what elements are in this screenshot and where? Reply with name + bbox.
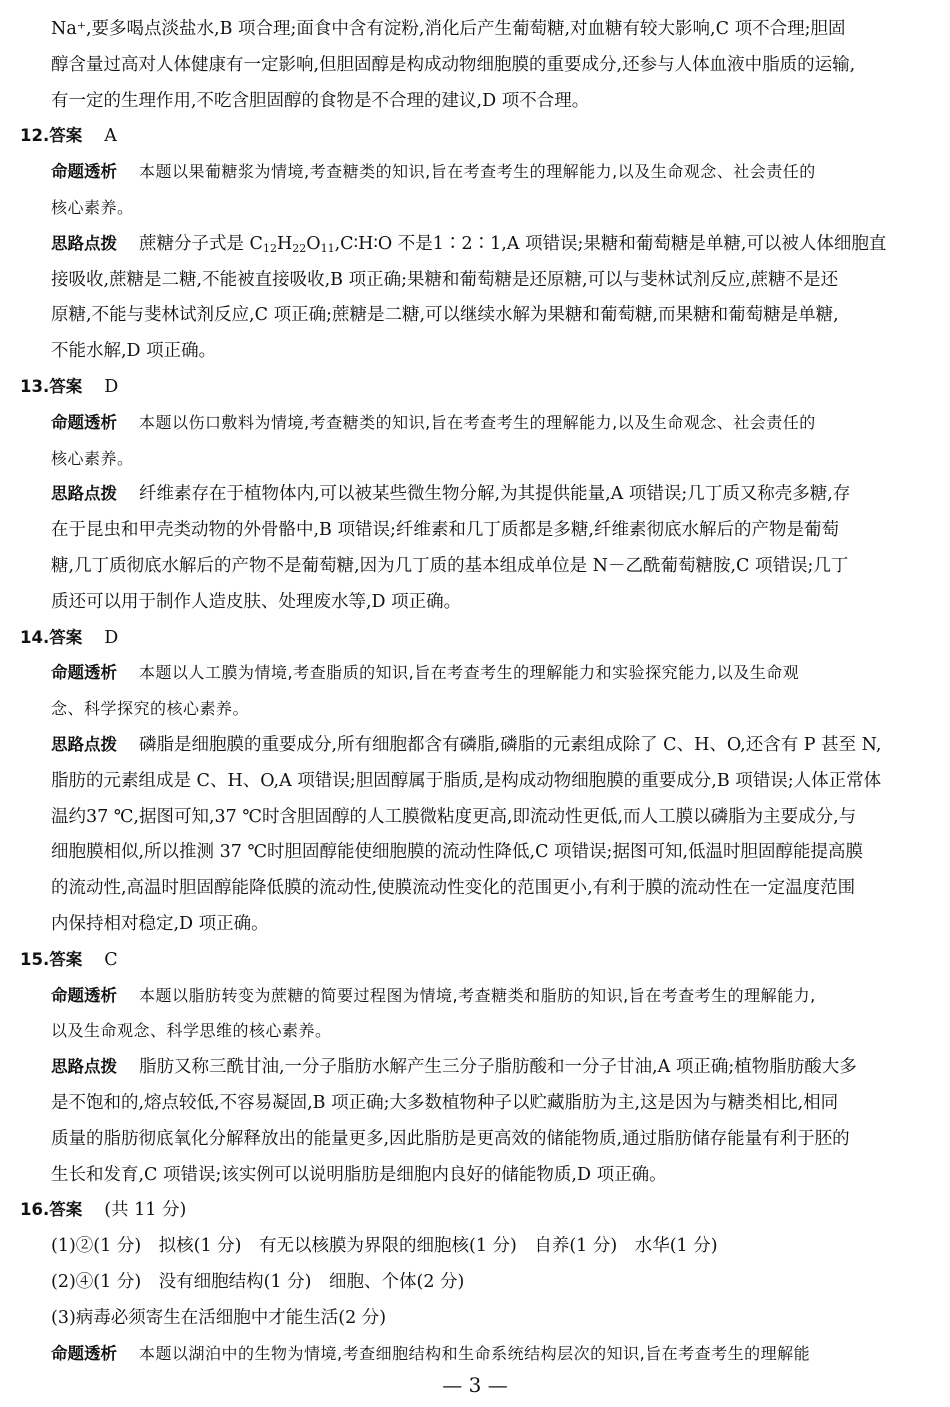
section-label: 命题透析 [51, 162, 117, 182]
text-line [51, 1269, 931, 1295]
text-line [51, 660, 931, 686]
text-line [51, 1126, 931, 1152]
line-text: 磷脂是细胞膜的重要成分,所有细胞都含有磷脂,磷脂的元素组成除了 C、H、O,还含有 P 甚至 N, [139, 735, 882, 755]
line-text: 生长和发育,C 项错误;该实例可以说明脂肪是细胞内良好的储能物质,D 项正确。 [51, 1164, 667, 1185]
line-text: 接吸收,蔗糖是二糖,不能被直接吸收,B 项正确;果糖和葡萄糖是还原糖,可以与斐林试剂反应,蔗糖不是还 [51, 269, 839, 290]
line-text: 质还可以用于制作人造皮肤、处理废水等,D 项正确。 [51, 591, 462, 612]
line-text: 本题以果葡糖浆为情境,考查糖类的知识,旨在考查考生的理解能力,以及生命观念、社会责任的 [139, 162, 816, 182]
text-line [51, 768, 931, 794]
text-line [51, 1233, 931, 1259]
line-text: 有一定的生理作用,不吃含胆固醇的食物是不合理的建议,D 项不合理。 [51, 90, 590, 111]
text-line [51, 1090, 931, 1116]
question-number: 16. [20, 1200, 50, 1220]
text-line [51, 1305, 931, 1331]
question-number: 15. [20, 949, 50, 969]
line-text: D [104, 377, 119, 397]
text-line [51, 159, 931, 185]
section-label: 答案 [49, 377, 83, 396]
text-line [51, 338, 931, 364]
line-text: 本题以湖泊中的生物为情境,考查细胞结构和生命系统结构层次的知识,旨在考查考生的理解能 [139, 1343, 811, 1363]
text-line [51, 911, 931, 937]
line-text: 脂肪的元素组成是 C、H、O,A 项错误;胆固醇属于脂质,是构成动物细胞膜的重要成分,B 项错误;人体正常体 [51, 770, 882, 791]
line-text: 脂肪又称三酰甘油,一分子脂肪水解产生三分子脂肪酸和一分子甘油,A 项正确;植物脂肪酸大多 [139, 1057, 857, 1078]
text-line [51, 52, 931, 78]
text-line [51, 446, 931, 472]
text-line [20, 1197, 900, 1223]
line-text: 醇含量过高对人体健康有一定影响,但胆固醇是构成动物细胞膜的重要成分,还参与人体血液中脂质的运输, [51, 54, 856, 75]
text-line [51, 983, 931, 1009]
line-text: 在于昆虫和甲壳类动物的外骨骼中,B 项错误;纤维素和几丁质都是多糖,纤维素彻底水解后的产物是葡萄 [51, 520, 839, 541]
line-text: (3)病毒必须寄生在活细胞中才能生活(2 分) [51, 1307, 387, 1328]
line-text: 本题以伤口敷料为情境,考查糖类的知识,旨在考查考生的理解能力,以及生命观念、社会责任的 [139, 412, 816, 432]
question-number: 14. [20, 627, 50, 647]
section-label: 答案 [49, 1200, 83, 1220]
formula-subscript: 11 [320, 241, 335, 255]
text-line [51, 1162, 931, 1188]
section-label: 思路点拨 [51, 1057, 117, 1077]
line-text: 的流动性,高温时胆固醇能降低膜的流动性,使膜流动性变化的范围更小,有利于膜的流动性在一定温度范围 [51, 878, 856, 899]
text-line [51, 553, 931, 579]
text-line [51, 1018, 931, 1044]
section-label: 答案 [49, 126, 83, 146]
question-number: 12. [20, 126, 50, 146]
line-text: 核心素养。 [51, 198, 134, 217]
line-text: 是不饱和的,熔点较低,不容易凝固,B 项正确;大多数植物种子以贮藏脂肪为主,这是因为与糖类相比,相同 [51, 1093, 839, 1113]
text-line [51, 517, 931, 543]
formula-part: H [276, 233, 293, 254]
text-line [20, 625, 900, 651]
text-line [51, 875, 931, 901]
section-label: 命题透析 [51, 663, 117, 683]
text-line [51, 231, 931, 257]
text-line [51, 481, 931, 507]
line-text: 以及生命观念、科学思维的核心素养。 [51, 1021, 332, 1041]
line-text: Na⁺,要多喝点淡盐水,B 项合理;面食中含有淀粉,消化后产生葡萄糖,对血糖有较大影响,C 项不合理;胆固 [51, 19, 846, 39]
text-line [51, 839, 931, 865]
text-line [20, 374, 900, 400]
text-line [51, 267, 931, 293]
section-label: 思路点拨 [51, 735, 117, 754]
line-text: 念、科学探究的核心素养。 [51, 699, 250, 719]
line-text: 核心素养。 [51, 448, 134, 468]
section-label: 命题透析 [51, 412, 117, 432]
text-line [51, 589, 931, 615]
line-text: A [104, 126, 117, 147]
question-number: 13. [20, 377, 50, 396]
line-text: (1)②(1 分) 拟核(1 分) 有无以核膜为界限的细胞核(1 分) 自养(1 分) 水华(1 分) [51, 1236, 718, 1257]
line-text: 纤维素存在于植物体内,可以被某些微生物分解,为其提供能量,A 项错误;几丁质又称壳多糖,存 [139, 484, 851, 505]
text-line [51, 16, 931, 42]
line-text: C [104, 949, 118, 970]
line-text: 糖,几丁质彻底水解后的产物不是葡萄糖,因为几丁质的基本组成单位是 N－乙酰葡萄糖胺,C 项错误;几丁 [51, 556, 849, 576]
line-text: 蔗糖分子式是 C [139, 233, 263, 254]
text-line [20, 123, 900, 149]
text-line [20, 947, 900, 973]
line-text: (2)④(1 分) 没有细胞结构(1 分) 细胞、个体(2 分) [51, 1272, 465, 1292]
line-text: 内保持相对稳定,D 项正确。 [51, 914, 269, 934]
text-line [51, 88, 931, 114]
line-text: 本题以脂肪转变为蔗糖的简要过程图为情境,考查糖类和脂肪的知识,旨在考查考生的理解能力, [139, 985, 816, 1005]
text-line [51, 1054, 931, 1080]
section-label: 答案 [49, 627, 83, 647]
line-text: D [104, 627, 119, 648]
text-line [51, 1341, 931, 1367]
text-line [51, 195, 931, 221]
line-text: 质量的脂肪彻底氧化分解释放出的能量更多,因此脂肪是更高效的储能物质,通过脂肪储存能量有利于胚的 [51, 1128, 850, 1149]
formula-subscript: 12 [262, 241, 277, 255]
text-line [51, 696, 931, 722]
page-number: — 3 — [442, 1373, 508, 1397]
line-text: 本题以人工膜为情境,考查脂质的知识,旨在考查考生的理解能力和实验探究能力,以及生命观 [139, 663, 800, 683]
text-line [51, 302, 931, 328]
text-line [51, 410, 931, 436]
line-text: 不能水解,D 项正确。 [51, 341, 217, 362]
line-text: 原糖,不能与斐林试剂反应,C 项正确;蔗糖是二糖,可以继续水解为果糖和葡萄糖,而果糖和葡萄糖是单糖, [51, 305, 839, 326]
line-text: ,C∶H∶O 不是1∶2∶1,A 项错误;果糖和葡萄糖是单糖,可以被人体细胞直 [334, 233, 887, 254]
section-label: 思路点拨 [51, 484, 117, 504]
formula-part: O [306, 233, 321, 254]
line-text: 细胞膜相似,所以推测 37 ℃时胆固醇能使细胞膜的流动性降低,C 项错误;据图可知,低温时胆固醇能提高膜 [51, 842, 864, 863]
section-label: 思路点拨 [51, 233, 117, 253]
section-label: 答案 [49, 949, 83, 969]
section-label: 命题透析 [51, 1343, 117, 1363]
line-text: 温约37 ℃,据图可知,37 ℃时含胆固醇的人工膜微粘度更高,即流动性更低,而人工膜以磷脂为主要成分,与 [51, 806, 857, 827]
section-label: 命题透析 [51, 985, 117, 1005]
line-text: (共 11 分) [104, 1200, 187, 1221]
formula-subscript: 22 [292, 241, 307, 255]
text-line [51, 732, 931, 758]
text-line [51, 804, 931, 830]
